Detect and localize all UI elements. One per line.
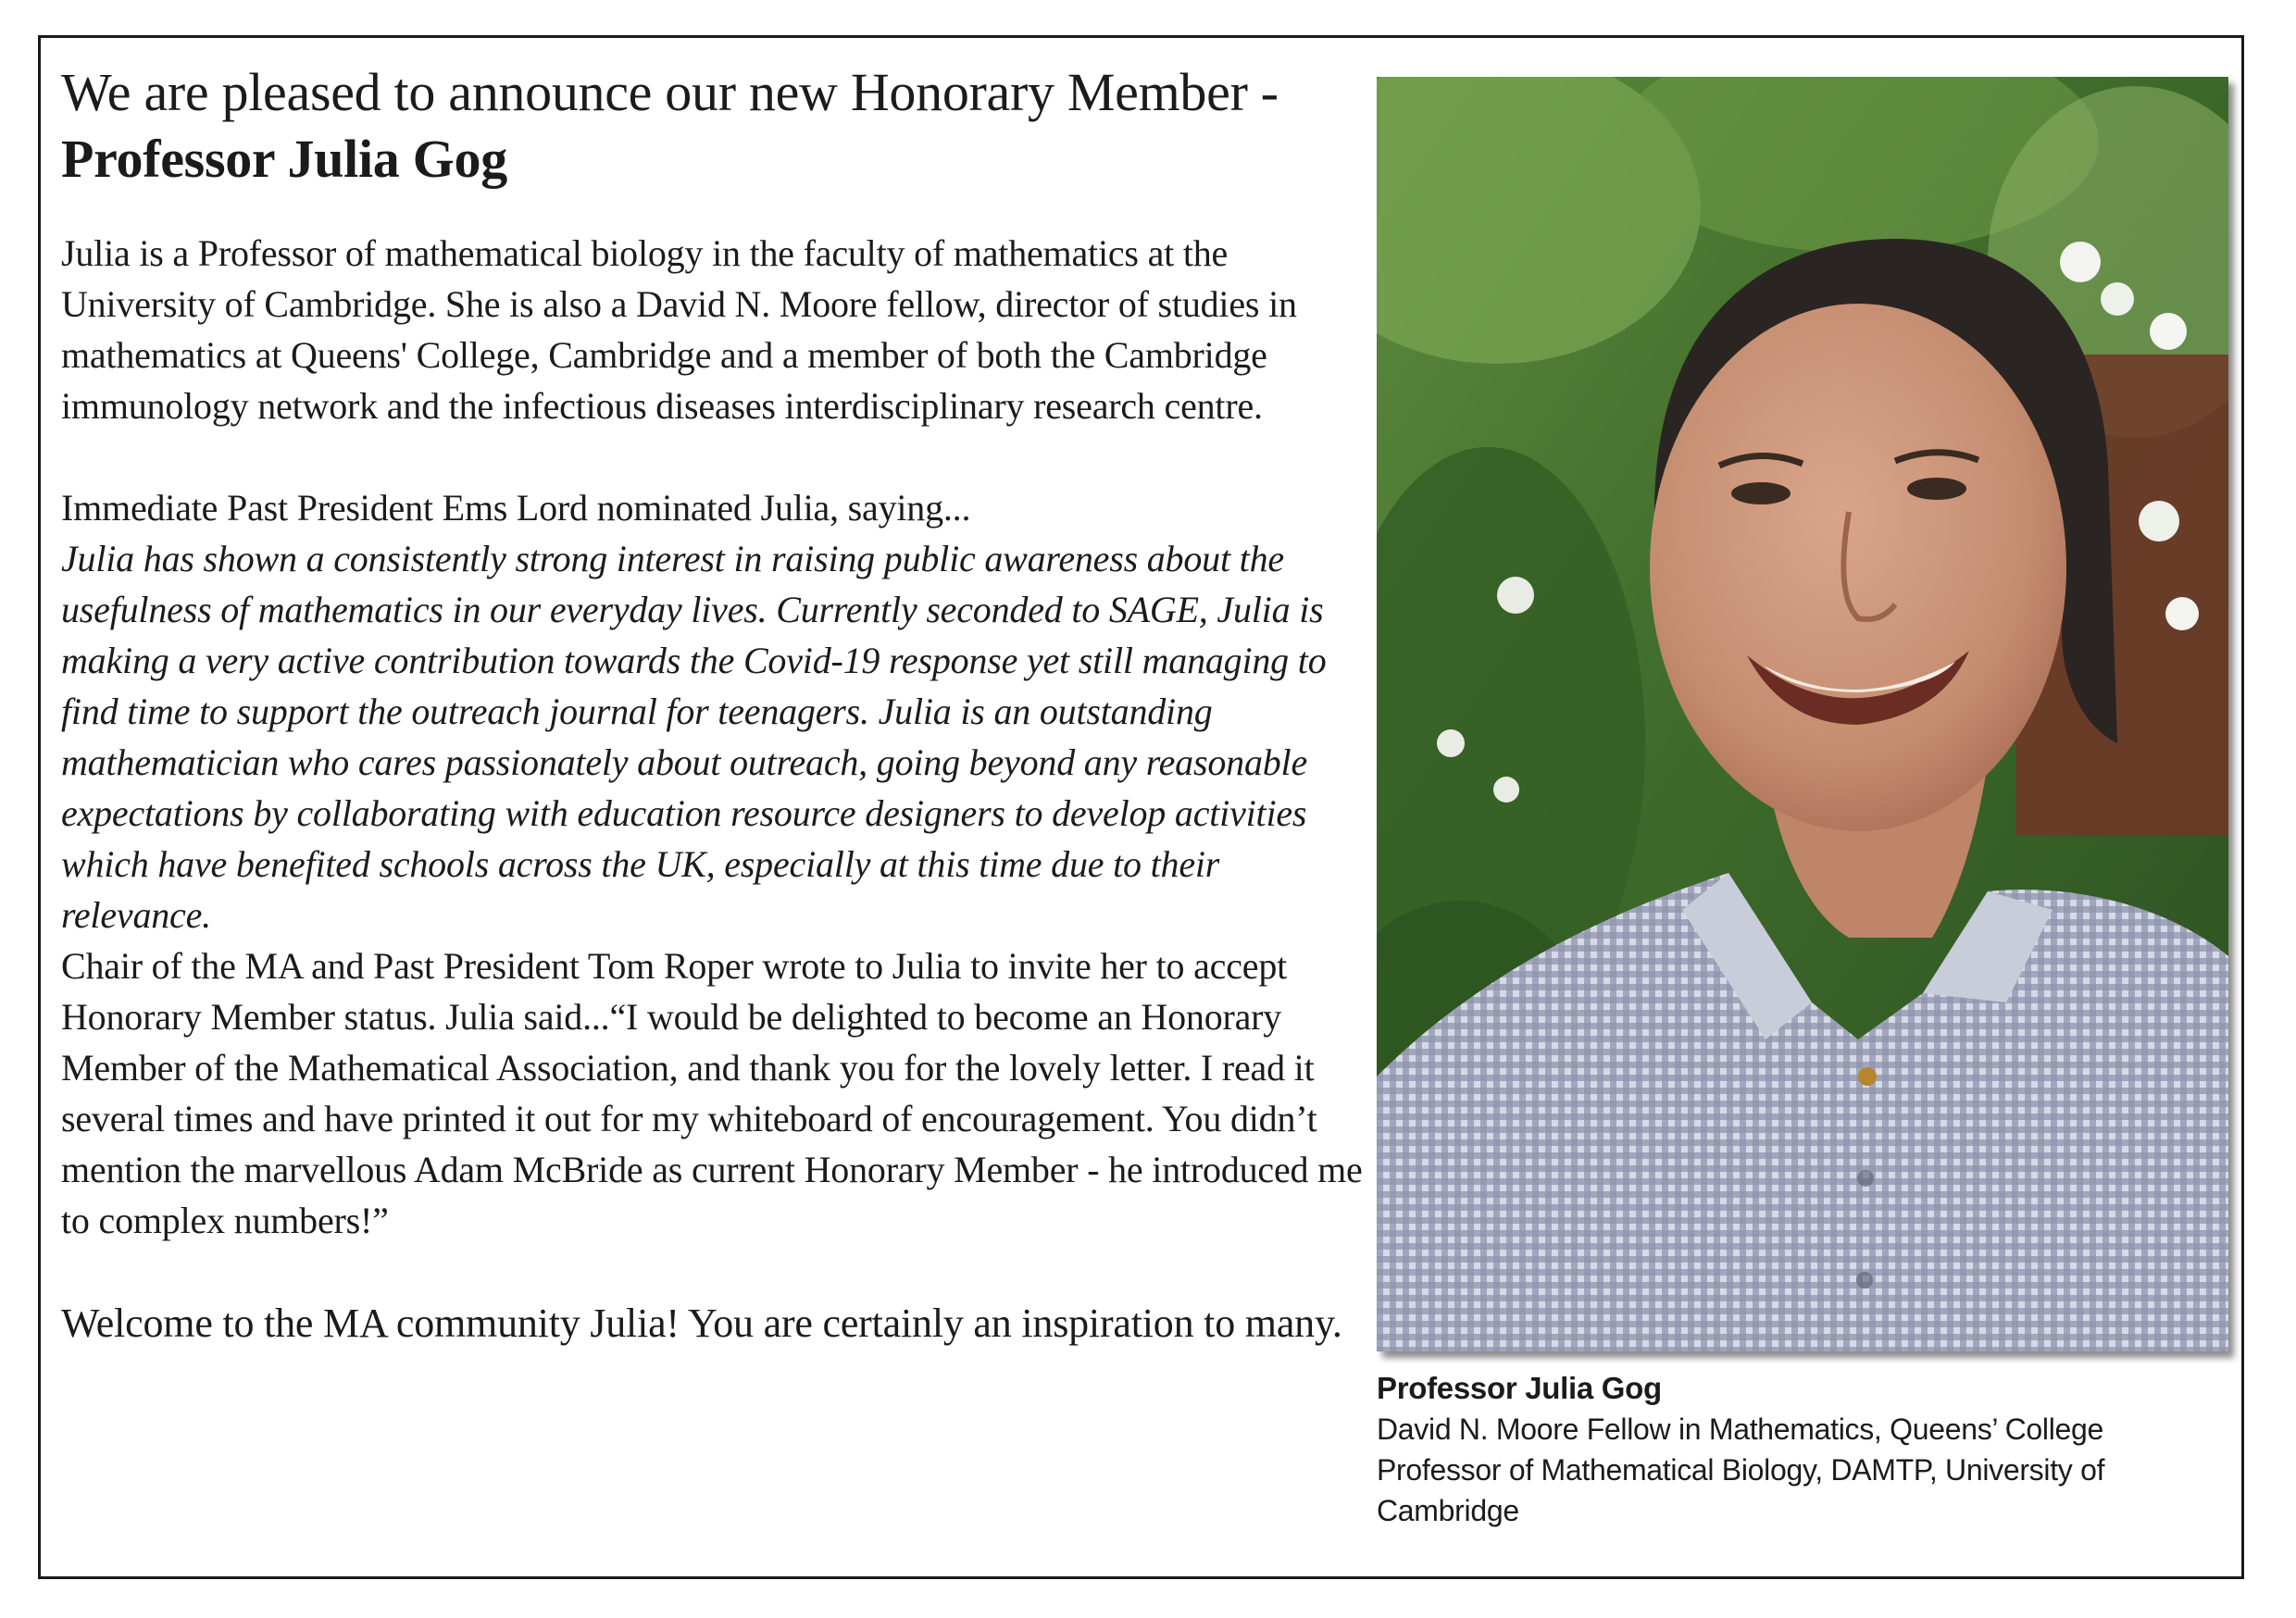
paragraph-gap: [61, 431, 1376, 482]
photo-caption: [1377, 1368, 2228, 1531]
caption-line-2: Professor of Mathematical Biology, DAMTP, University of Cambridge: [1377, 1453, 2105, 1527]
announcement-text-column: [61, 59, 1376, 1350]
welcome-paragraph: Welcome to the MA community Julia! You are certainly an inspiration to many.: [61, 1301, 1342, 1346]
headline-prefix: We are pleased to announce our new Honorary Member -: [61, 62, 1279, 122]
portrait-photo: [1377, 77, 2228, 1351]
headline: [61, 59, 1376, 193]
paragraph-gap: [61, 1246, 1376, 1297]
invitation-paragraph: Chair of the MA and Past President Tom Roper wrote to Julia to invite her to accept Honorary Member status. Julia said...“I would be delighted to become an Honorary Member of the Mathematical Association, and thank you for the lovely letter. I read it several times and have printed it out for my whiteboard of encouragement. You didn’t mention the marvellous Adam McBride as current Honorary Member - he introduced me to complex numbers!”: [61, 945, 1363, 1241]
caption-line-1: David N. Moore Fellow in Mathematics, Queens’ College: [1377, 1413, 2104, 1446]
nomination-intro: Immediate Past President Ems Lord nominated Julia, saying...: [61, 487, 971, 529]
nomination-quote: Julia has shown a consistently strong interest in raising public awareness about the usefulness of mathematics in our everyday lives. Currently seconded to SAGE, Julia is making a very active contribution towards the Covid-19 response yet still managing to find time to support the outreach journal for teenagers. Julia is an outstanding mathematician who cares passionately about outreach, going beyond any reasonable expectations by collaborating with education resource designers to develop activities which have benefited schools across the UK, especially at this time due to their relevance.: [61, 538, 1327, 936]
bio-paragraph: Julia is a Professor of mathematical biology in the faculty of mathematics at the University of Cambridge. She is also a David N. Moore fellow, director of studies in mathematics at Queens' College, Cambridge and a member of both the Cambridge immunology network and the infectious diseases interdisciplinary research centre.: [61, 232, 1297, 427]
caption-name: Professor Julia Gog: [1377, 1371, 1662, 1405]
headline-name: Professor Julia Gog: [61, 129, 507, 189]
portrait-illustration: [1377, 77, 2228, 1351]
